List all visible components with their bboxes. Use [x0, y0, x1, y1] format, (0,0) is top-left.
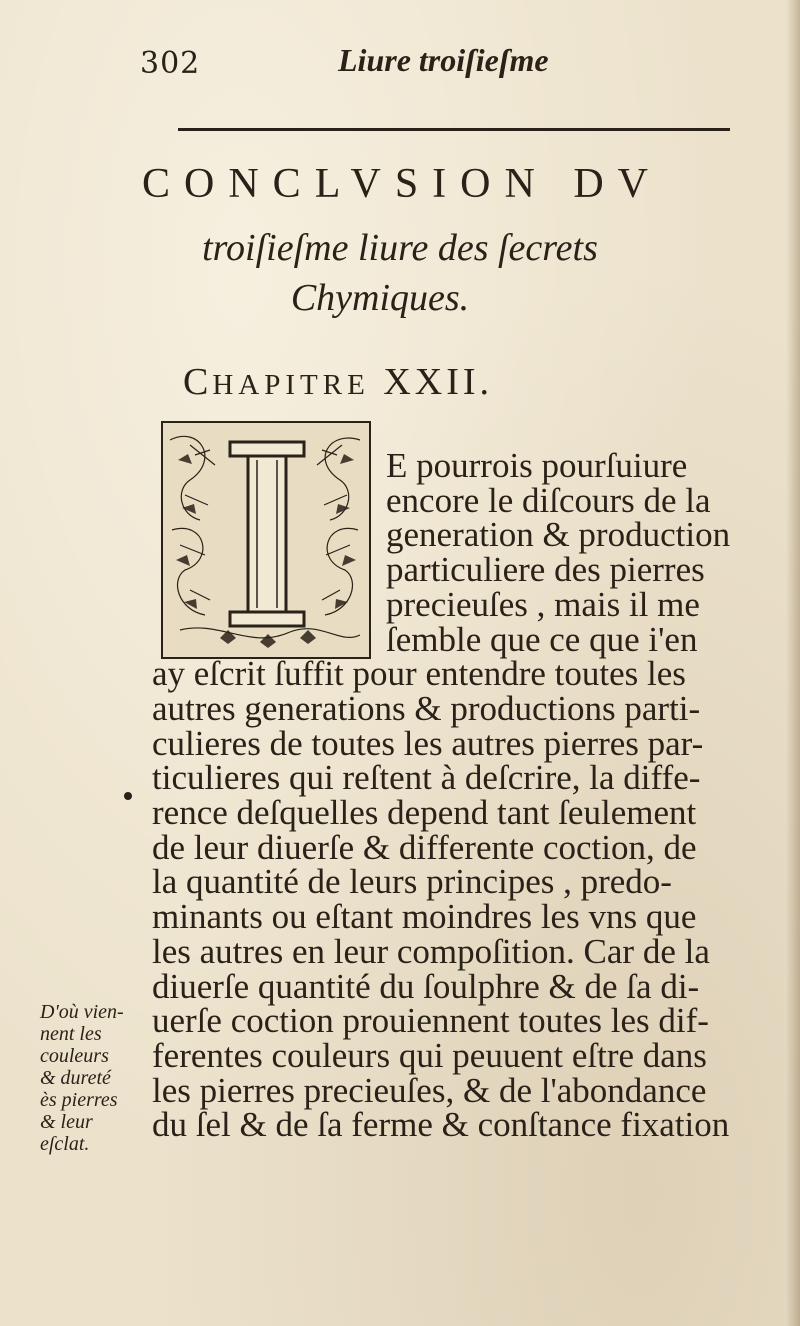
- margin-note-line: & leur: [40, 1111, 93, 1133]
- body-line: la quantité de leurs principes , predo-: [152, 862, 672, 902]
- page-number: 302: [140, 46, 201, 81]
- body-line: ay eſcrit ſuffit pour entendre toutes les: [152, 654, 686, 694]
- chapter-heading-initial: C: [183, 361, 213, 403]
- chapter-number: XXII.: [383, 361, 494, 403]
- running-title: Liure troiſieſme: [338, 42, 549, 78]
- page-header: [0, 38, 800, 88]
- body-line: diuerſe quantité du ſoulphre & de ſa di-: [152, 966, 700, 1006]
- chapter-heading: [183, 360, 493, 404]
- body-line: encore le diſcours de la: [386, 480, 711, 520]
- body-line: ticulieres qui reſtent à deſcrire, la diffe-: [152, 758, 701, 798]
- conclusion-subtitle-line-2: Chymiques.: [290, 277, 470, 319]
- page-edge-shadow: [786, 0, 800, 1326]
- margin-note-line: ès pierres: [40, 1089, 118, 1111]
- body-line: de leur diuerſe & differente coction, de: [152, 827, 697, 867]
- body-line: culieres de toutes les autres pierres par-: [152, 723, 704, 763]
- header-rule: [178, 128, 730, 131]
- body-line: les autres en leur compoſition. Car de la: [152, 931, 710, 971]
- body-line: ſemble que ce que i'en: [386, 619, 698, 659]
- body-line: les pierres precieuſes, & de l'abondance: [152, 1070, 707, 1110]
- body-line: du ſel & de ſa ferme & conſtance fixation: [152, 1105, 730, 1145]
- margin-mark: [124, 792, 132, 800]
- margin-note-line: D'où vien-: [40, 1001, 124, 1023]
- body-line: minants ou eſtant moindres les vns que: [152, 897, 697, 937]
- body-line: particuliere des pierres: [386, 550, 705, 590]
- margin-note-line: eſclat.: [40, 1133, 90, 1155]
- body-line: autres generations & productions parti-: [152, 688, 701, 728]
- margin-note-line: couleurs: [40, 1045, 109, 1067]
- margin-note-line: nent les: [40, 1023, 102, 1045]
- body-line: precieuſes , mais il me: [386, 584, 700, 624]
- conclusion-title: CONCLVSION DV: [142, 161, 662, 207]
- chapter-heading-word: HAPITRE: [212, 369, 370, 401]
- body-line: uerſe coction prouiennent toutes les dif-: [152, 1001, 709, 1041]
- body-line: rence deſquelles depend tant ſeulement: [152, 793, 697, 832]
- decorated-initial-letter-icon: [160, 420, 372, 660]
- margin-note-line: & dureté: [40, 1067, 111, 1089]
- conclusion-subtitle-line-1: troiſieſme liure des ſecrets: [202, 227, 598, 269]
- body-line: generation & production: [386, 515, 731, 555]
- body-line: E pourrois pourſuiure: [386, 446, 688, 485]
- body-line: ferentes couleurs qui peuuent eſtre dans: [152, 1035, 707, 1075]
